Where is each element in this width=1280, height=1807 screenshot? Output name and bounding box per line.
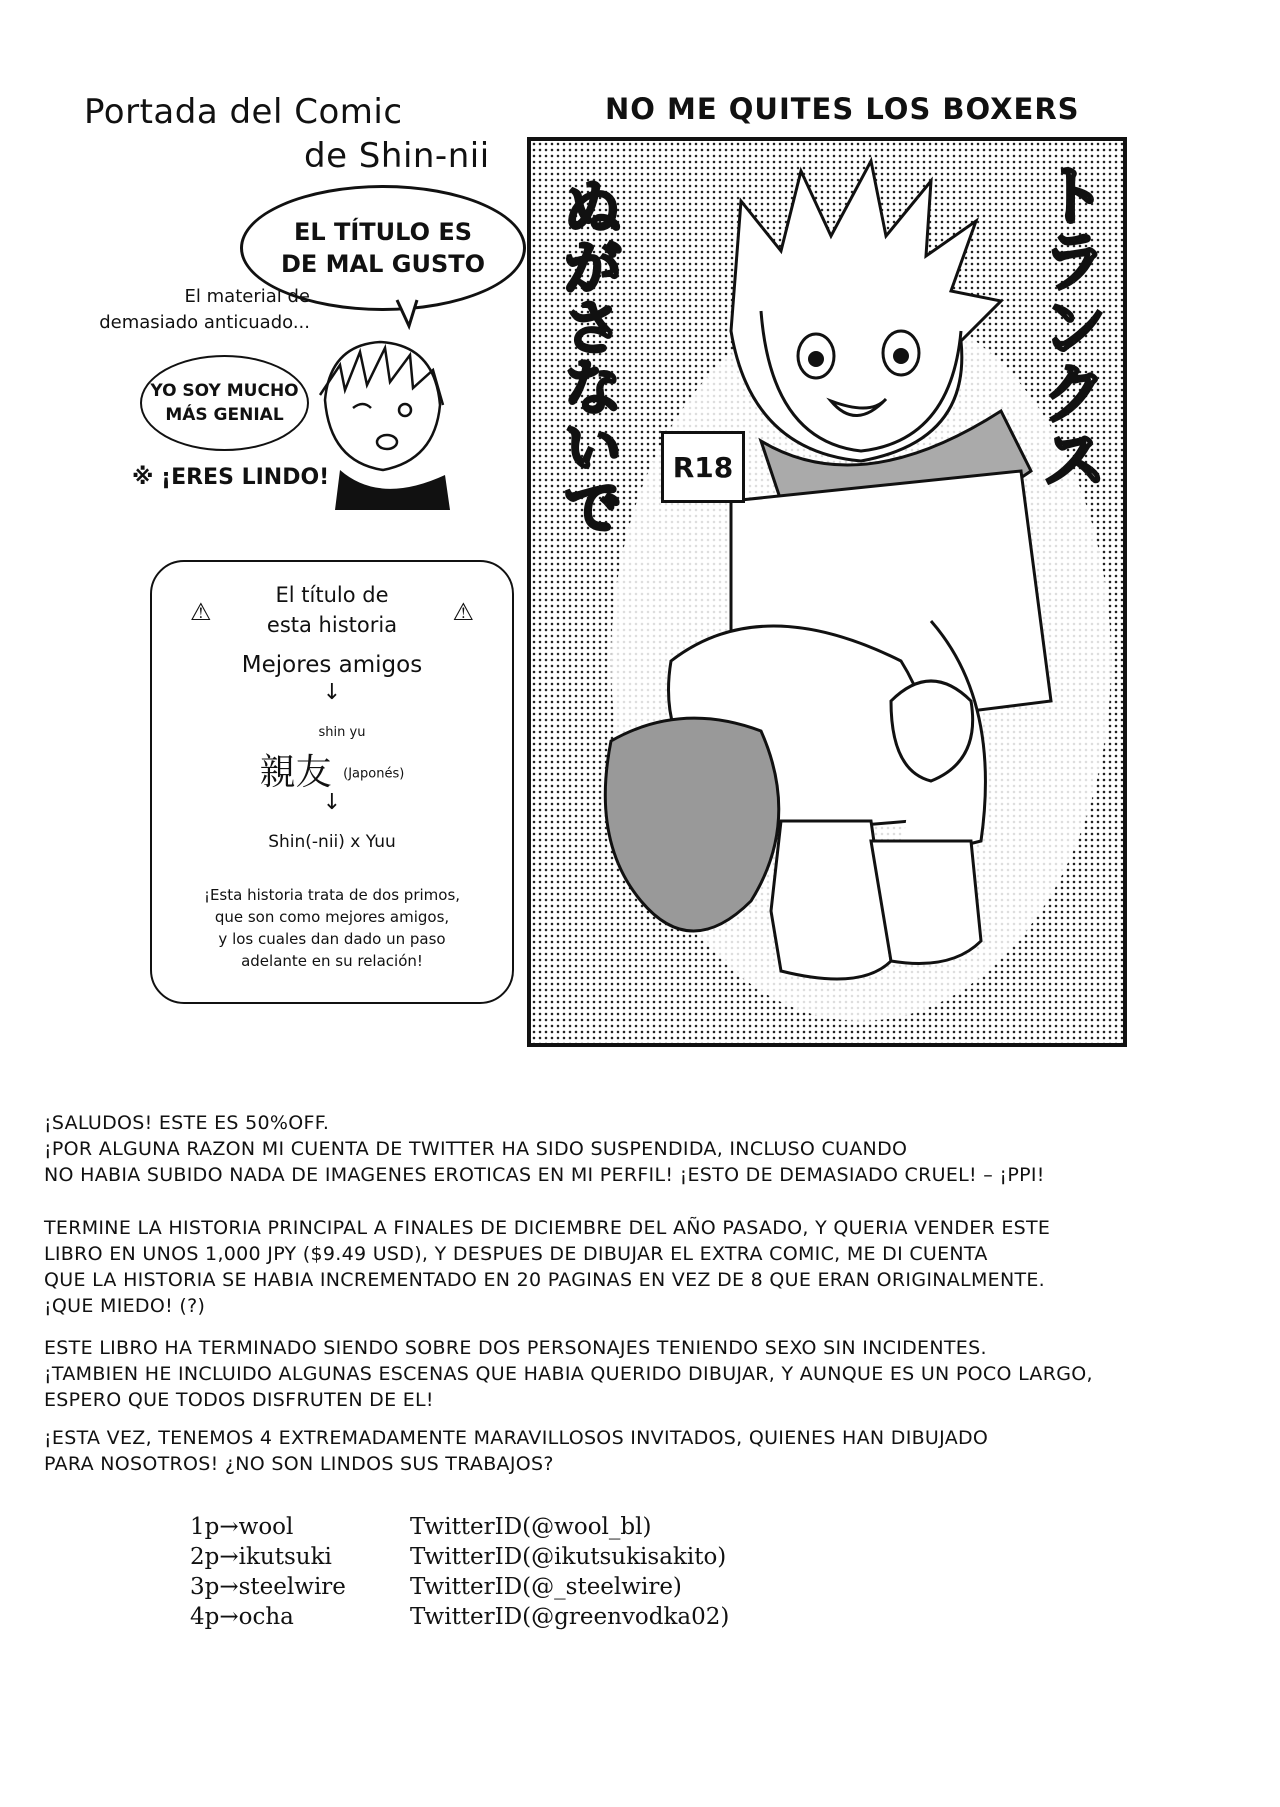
- vertical-title-right-text: トランクス: [1030, 161, 1107, 491]
- credit-page: 1p→wool: [190, 1514, 294, 1540]
- paragraph-story-length: [44, 1215, 1224, 1319]
- material-note: [80, 284, 310, 336]
- paragraph-line: QUE LA HISTORIA SE HABIA INCREMENTADO EN 20 PAGINAS EN VEZ DE 8 QUE ERAN ORIGINALMENTE.: [44, 1269, 1046, 1291]
- info-description-line: y los cuales dan dado un paso: [218, 930, 446, 948]
- info-heading-line-2: esta historia: [266, 613, 398, 637]
- cover-vertical-title-left: [551, 176, 625, 551]
- vertical-title-left-text: ぬがさないで: [553, 176, 623, 536]
- info-heading-line-1: El título de: [275, 583, 389, 607]
- credit-twitter-id: TwitterID(@_steelwire): [410, 1574, 682, 1600]
- credit-page: 4p→ocha: [190, 1604, 294, 1630]
- paragraph-greeting: [44, 1110, 1224, 1188]
- kanji-shinyu: [152, 744, 512, 795]
- arrow-down-icon: ↓: [322, 680, 342, 705]
- info-description-line: adelante en su relación!: [241, 952, 423, 970]
- credit-twitter-id: TwitterID(@wool_bl): [410, 1514, 652, 1540]
- guest-credits-list: [190, 1512, 890, 1632]
- paragraph-content: [44, 1335, 1224, 1413]
- credit-row: [190, 1512, 890, 1542]
- r18-badge: R18: [661, 431, 745, 503]
- paragraph-line: NO HABIA SUBIDO NADA DE IMAGENES EROTICAS EN MI PERFIL! ¡ESTO DE DEMASIADO CRUEL! – ¡PPI!: [44, 1164, 1045, 1186]
- credit-page: 2p→ikutsuki: [190, 1544, 332, 1570]
- paragraph-line: ¡TAMBIEN HE INCLUIDO ALGUNAS ESCENAS QUE HABIA QUERIDO DIBUJAR, Y AUNQUE ES UN POCO LARGO,: [44, 1363, 1093, 1385]
- info-description-line: ¡Esta historia trata de dos primos,: [203, 886, 461, 904]
- arrow-down-icon: ↓: [322, 790, 342, 815]
- info-step-mejores-amigos: Mejores amigos: [241, 652, 423, 678]
- eres-lindo-note: ※ ¡ERES LINDO!: [132, 465, 330, 490]
- credit-row: [190, 1572, 890, 1602]
- bubble-title-line-1: EL TÍTULO ES: [293, 218, 473, 246]
- bubble-tail: [395, 298, 425, 330]
- paragraph-guests: [44, 1425, 1224, 1477]
- cover-note-line-1: Portada del Comic: [84, 92, 403, 132]
- kanji-reading: shin yu: [318, 725, 366, 740]
- info-heading: [152, 580, 512, 640]
- paragraph-line: ¡QUE MIEDO! (?): [44, 1295, 206, 1317]
- credit-page: 3p→steelwire: [190, 1574, 346, 1600]
- bubble-genial-line-1: YO SOY MUCHO: [150, 381, 299, 401]
- cover-vertical-title-right: [1031, 161, 1105, 505]
- credit-row: [190, 1602, 890, 1632]
- cover-note-line-2: de Shin-nii: [304, 136, 490, 176]
- warning-icon: ⚠: [190, 598, 212, 626]
- paragraph-line: ¡ESTA VEZ, TENEMOS 4 EXTREMADAMENTE MARAVILLOSOS INVITADOS, QUIENES HAN DIBUJADO: [44, 1427, 989, 1449]
- paragraph-line: ¡SALUDOS! ESTE ES 50%OFF.: [44, 1112, 330, 1134]
- info-description: [152, 884, 512, 972]
- kanji-language-note: (Japonés): [343, 766, 405, 782]
- paragraph-line: ESTE LIBRO HA TERMINADO SIENDO SOBRE DOS PERSONAJES TENIENDO SEXO SIN INCIDENTES.: [44, 1337, 987, 1359]
- speech-bubble-genial: [140, 355, 309, 451]
- cover-note-title: [84, 90, 504, 178]
- bubble-title-line-2: DE MAL GUSTO: [280, 250, 486, 278]
- paragraph-line: ESPERO QUE TODOS DISFRUTEN DE EL!: [44, 1389, 434, 1411]
- paragraph-line: PARA NOSOTROS! ¿NO SON LINDOS SUS TRABAJOS?: [44, 1453, 554, 1475]
- credit-twitter-id: TwitterID(@greenvodka02): [410, 1604, 730, 1630]
- material-note-line-2: demasiado anticuado...: [99, 312, 310, 333]
- paragraph-line: TERMINE LA HISTORIA PRINCIPAL A FINALES DE DICIEMBRE DEL AÑO PASADO, Y QUERIA VENDER ESTE: [44, 1217, 1051, 1239]
- warning-icon: ⚠: [452, 598, 474, 626]
- cover-title: NO ME QUITES LOS BOXERS: [605, 92, 1080, 126]
- bubble-genial-line-2: MÁS GENIAL: [165, 405, 284, 425]
- info-description-line: que son como mejores amigos,: [214, 908, 450, 926]
- material-note-line-1: El material de: [184, 286, 310, 307]
- comic-cover-illustration: [527, 137, 1127, 1047]
- paragraph-line: LIBRO EN UNOS 1,000 JPY ($9.49 USD), Y DESPUES DE DIBUJAR EL EXTRA COMIC, ME DI CUENTA: [44, 1243, 988, 1265]
- story-title-info-box: [150, 560, 514, 1004]
- kanji-text: 親友: [259, 752, 332, 793]
- credit-row: [190, 1542, 890, 1572]
- credit-twitter-id: TwitterID(@ikutsukisakito): [410, 1544, 727, 1570]
- info-result-pairing: Shin(-nii) x Yuu: [268, 832, 396, 852]
- paragraph-line: ¡POR ALGUNA RAZON MI CUENTA DE TWITTER HA SIDO SUSPENDIDA, INCLUSO CUANDO: [44, 1138, 908, 1160]
